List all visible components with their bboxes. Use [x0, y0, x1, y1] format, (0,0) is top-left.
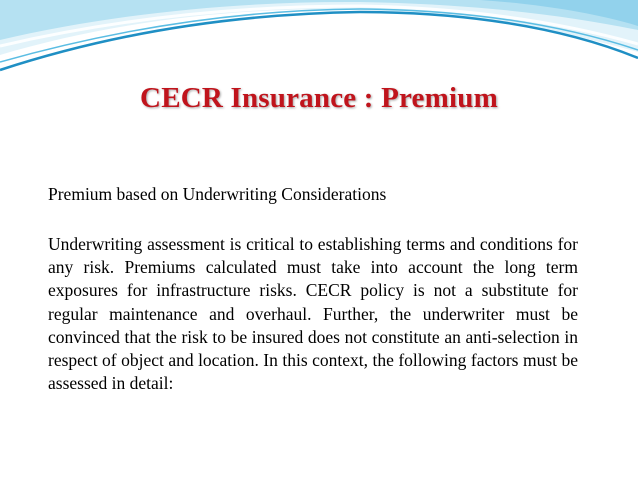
slide-title: CECR Insurance : Premium — [140, 82, 498, 114]
body-paragraph: Underwriting assessment is critical to establishing terms and conditions for any risk. Premiums calculated must take into account the long term exposures for infrastructure risks. CECR policy is not a substitute for regular maintenance and overhaul. Further, the underwriter must be convinced that the risk to be insured does not constitute an anti-selection in respect of object and location. In this context, the following factors must be assessed in detail: — [48, 234, 578, 394]
header-wave-decoration — [0, 0, 638, 80]
section-subheading: Premium based on Underwriting Considerations — [48, 184, 387, 204]
